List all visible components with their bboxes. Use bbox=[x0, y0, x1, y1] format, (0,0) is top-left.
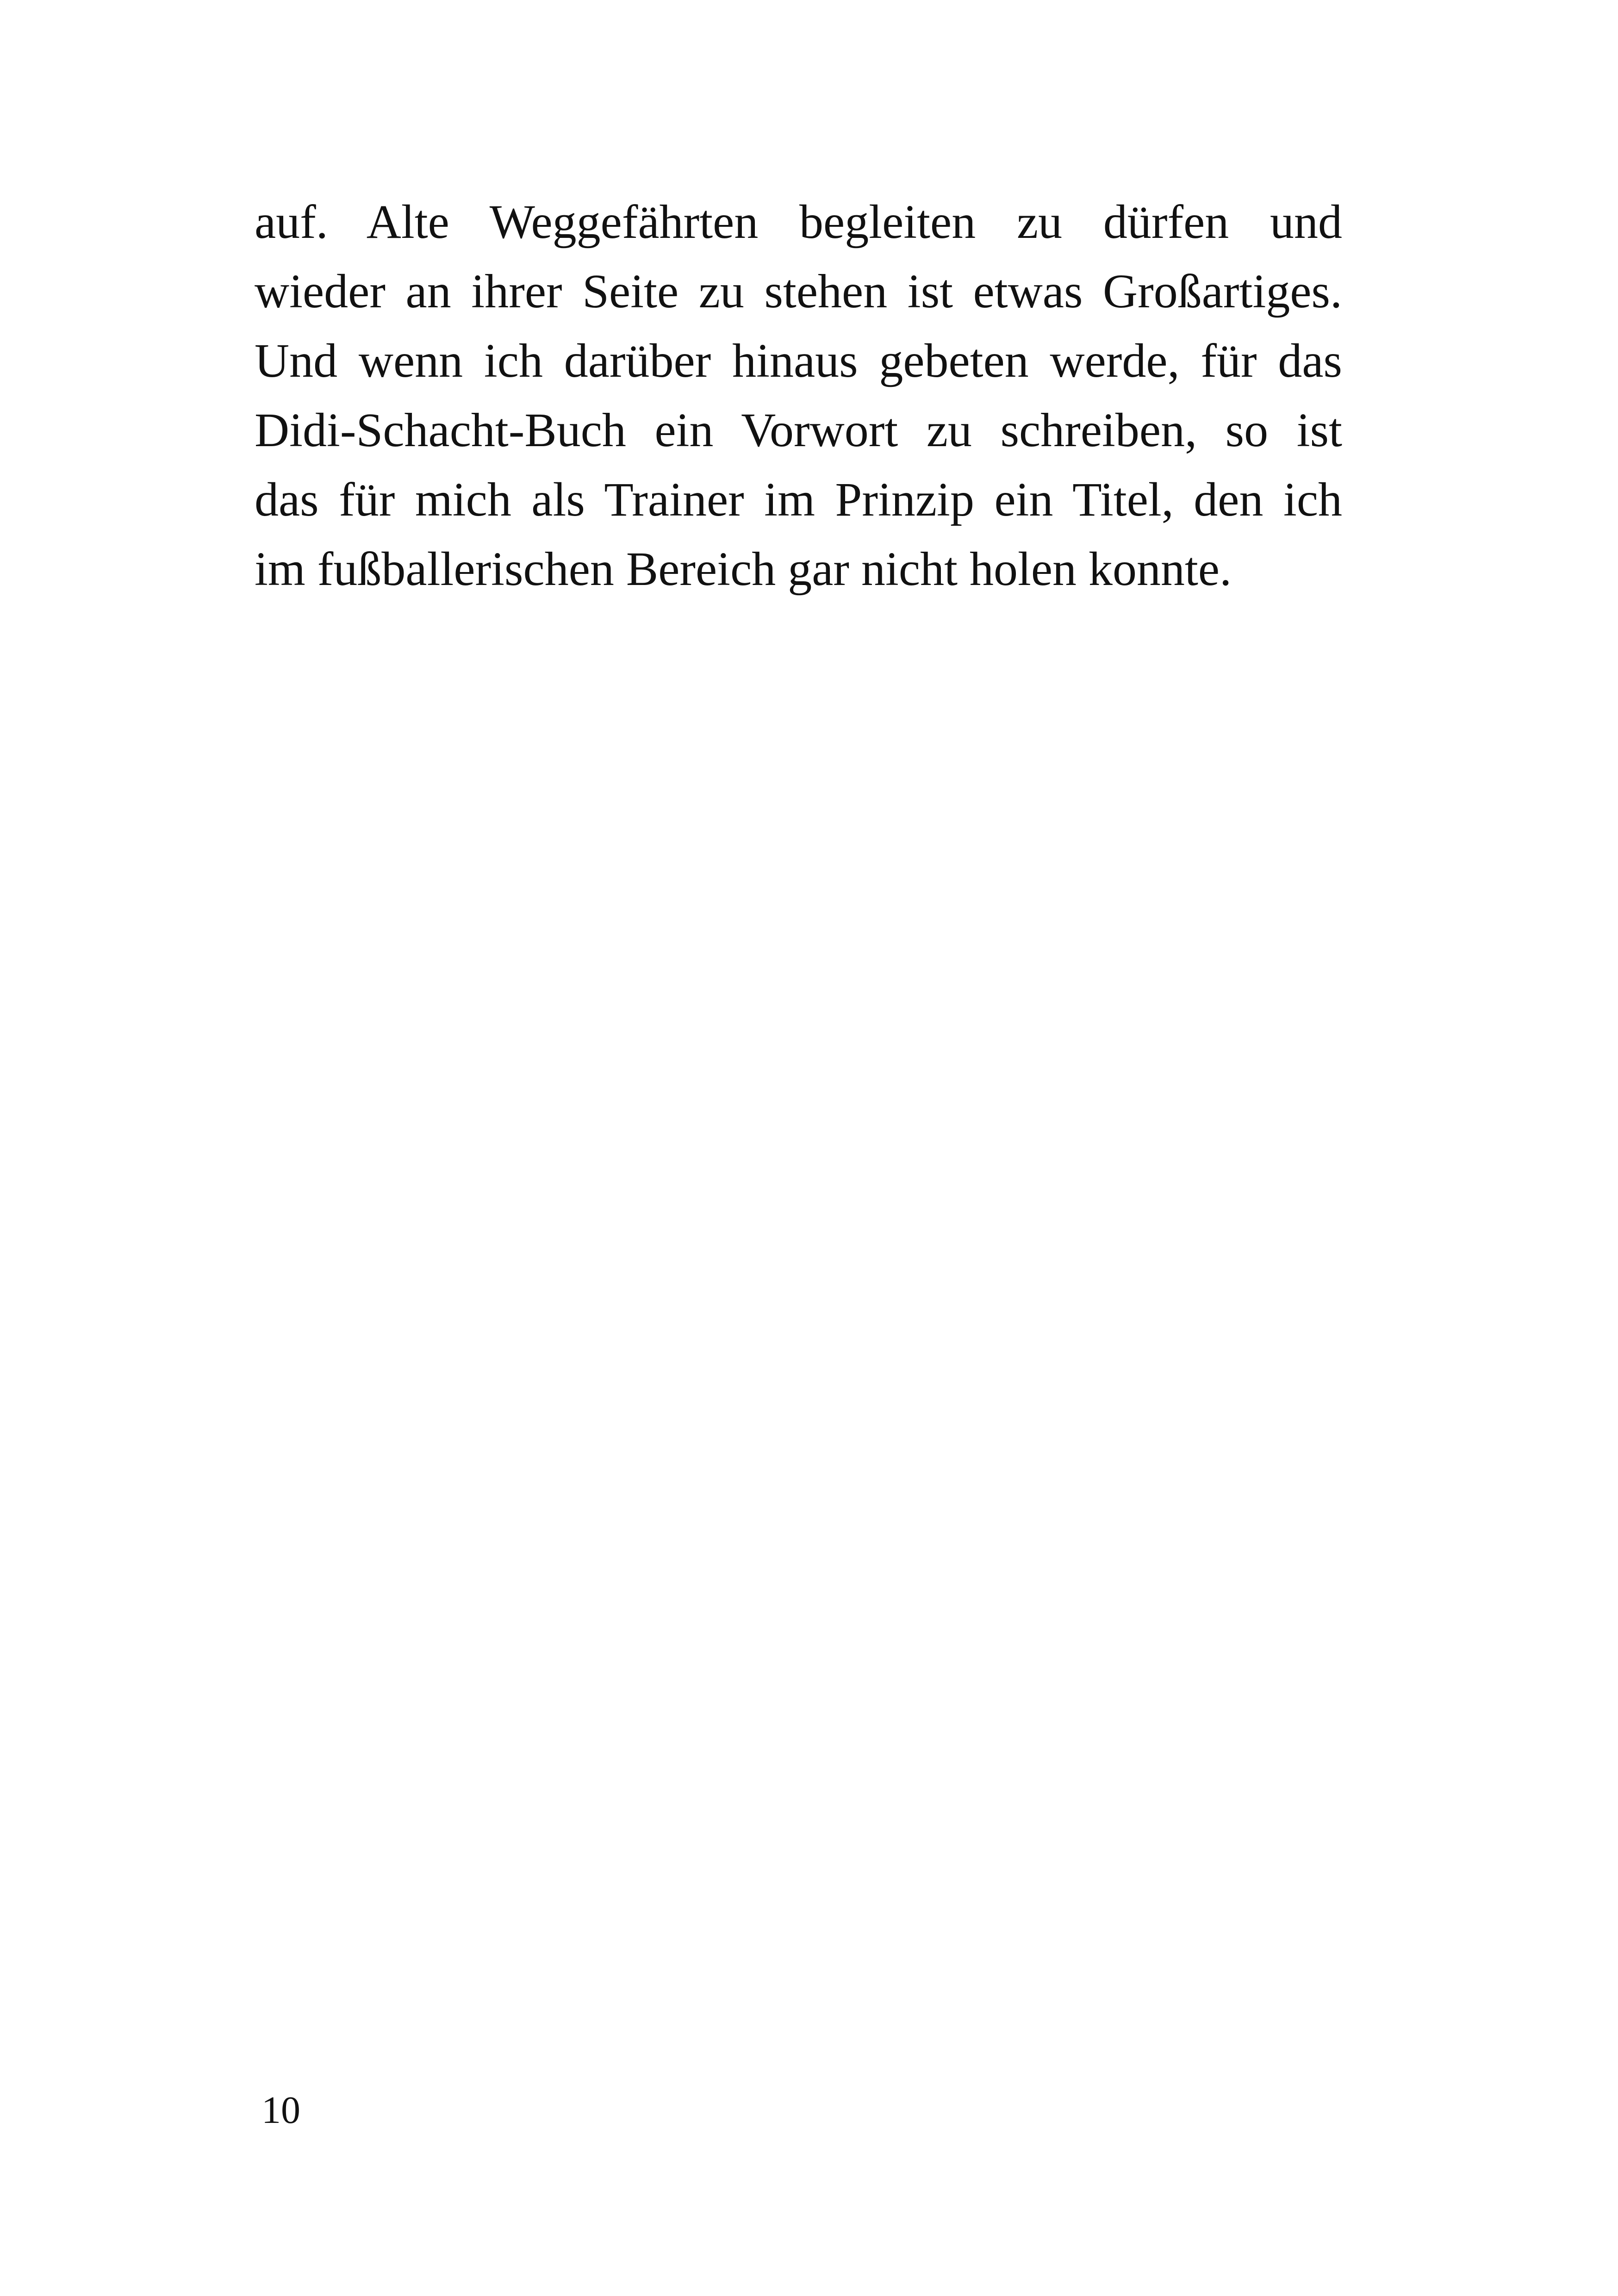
text-line: Didi-Schacht-Buch ein Vorwort zu schreiben, so ist bbox=[255, 404, 1342, 457]
page-number: 10 bbox=[261, 2089, 300, 2132]
text-line: Und wenn ich darüber hinaus gebeten werde, für das bbox=[255, 334, 1342, 387]
text-line: das für mich als Trainer im Prinzip ein Titel, den ich bbox=[255, 473, 1342, 526]
text-line: im fußballerischen Bereich gar nicht holen konnte. bbox=[255, 542, 1232, 596]
text-line: auf. Alte Weggefährten begleiten zu dürfen und bbox=[255, 195, 1342, 249]
text-line: wieder an ihrer Seite zu stehen ist etwas Großartiges. bbox=[255, 265, 1342, 318]
body-paragraph bbox=[255, 187, 1342, 604]
